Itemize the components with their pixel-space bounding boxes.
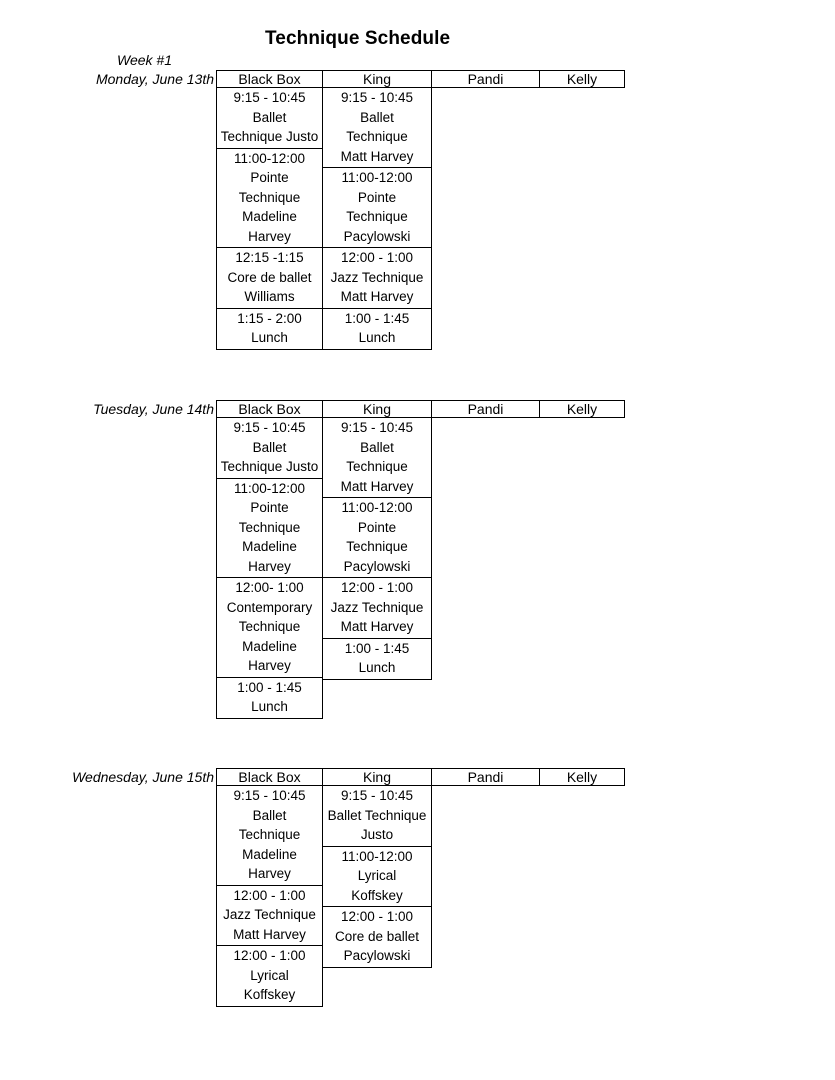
block-time: 9:15 - 10:45 xyxy=(340,788,414,803)
block-time: 12:00 - 1:00 xyxy=(340,250,414,265)
block-text: Ballet xyxy=(252,109,287,125)
page-title: Technique Schedule xyxy=(265,28,451,49)
schedule-block xyxy=(216,479,323,579)
block-text: Technique xyxy=(238,827,301,842)
block-text: Jazz Technique xyxy=(330,269,424,285)
block-text: Technique xyxy=(238,519,301,535)
block-time: 12:00 - 1:00 xyxy=(340,909,414,924)
schedule-block xyxy=(216,149,323,249)
block-text: Harvey xyxy=(248,866,291,881)
column-header-row xyxy=(216,400,625,418)
block-text: Technique Justo xyxy=(220,129,319,144)
block-text: Koffskey xyxy=(243,987,296,1002)
black-box-column xyxy=(216,418,323,719)
schedule-block xyxy=(322,907,432,968)
block-text: Pointe xyxy=(357,189,397,205)
schedule-block xyxy=(216,886,323,947)
schedule-block xyxy=(322,309,432,350)
schedule-block xyxy=(322,847,432,908)
block-text: Jazz Technique xyxy=(223,907,316,922)
block-time: 11:00-12:00 xyxy=(233,480,306,496)
header-black-box: Black Box xyxy=(217,401,323,417)
block-text: Ballet xyxy=(252,439,287,455)
schedule-block xyxy=(216,418,323,479)
block-text: Pointe xyxy=(250,500,289,515)
king-column xyxy=(322,88,432,350)
block-time: 12:00 - 1:00 xyxy=(340,580,414,595)
block-time: 11:00-12:00 xyxy=(233,150,306,166)
schedule-block xyxy=(216,88,323,149)
block-text: Lunch xyxy=(358,330,396,345)
block-text: Ballet xyxy=(252,807,287,823)
block-text: Lunch xyxy=(358,660,396,675)
header-king: King xyxy=(323,71,432,87)
schedule-block xyxy=(322,88,432,168)
block-text: Matt Harvey xyxy=(233,926,306,942)
header-black-box: Black Box xyxy=(217,71,323,87)
block-text: Matt Harvey xyxy=(340,619,414,634)
schedule-block xyxy=(322,168,432,248)
block-text: Core de ballet xyxy=(227,269,312,285)
block-time: 12:00- 1:00 xyxy=(235,580,304,595)
header-king: King xyxy=(323,769,432,785)
block-text: Madeline xyxy=(242,209,297,224)
header-black-box: Black Box xyxy=(217,769,323,785)
block-text: Justo xyxy=(360,827,394,842)
block-time: 1:00 - 1:45 xyxy=(344,640,410,656)
block-text: Lyrical xyxy=(250,967,289,983)
block-text: Technique xyxy=(238,189,301,205)
black-box-column xyxy=(216,88,323,350)
block-text: Pointe xyxy=(357,519,397,535)
schedule-block xyxy=(322,639,432,680)
block-text: Pacylowski xyxy=(343,228,411,244)
block-text: Madeline xyxy=(242,846,297,862)
block-text: Harvey xyxy=(248,658,291,673)
block-text: Williams xyxy=(244,289,295,304)
block-text: Lunch xyxy=(251,699,288,714)
block-text: Harvey xyxy=(248,558,291,574)
block-text: Technique xyxy=(346,459,408,474)
block-text: Contemporary xyxy=(226,599,313,615)
day-label: Tuesday, June 14th xyxy=(93,401,214,417)
block-text: Matt Harvey xyxy=(340,478,414,494)
schedule-block xyxy=(216,248,323,309)
block-time: 11:00-12:00 xyxy=(341,848,413,864)
week-label: Week #1 xyxy=(117,52,172,68)
block-text: Pacylowski xyxy=(343,558,411,574)
block-time: 12:15 -1:15 xyxy=(235,250,304,265)
day-label: Wednesday, June 15th xyxy=(72,769,214,785)
block-time: 9:15 - 10:45 xyxy=(340,420,414,435)
block-text: Lunch xyxy=(251,330,288,345)
king-column xyxy=(322,786,432,968)
block-text: Core de ballet xyxy=(334,928,420,944)
block-text: Harvey xyxy=(248,228,291,244)
block-text: Matt Harvey xyxy=(340,148,414,164)
day-label: Monday, June 13th xyxy=(95,71,214,87)
block-text: Madeline xyxy=(242,638,297,654)
schedule-block xyxy=(322,578,432,639)
block-time: 12:00 - 1:00 xyxy=(233,887,306,903)
block-text: Ballet xyxy=(360,109,394,125)
block-text: Lyrical xyxy=(357,868,397,883)
schedule-block xyxy=(322,418,432,498)
header-king: King xyxy=(323,401,432,417)
block-text: Ballet xyxy=(360,439,394,455)
schedule-block xyxy=(216,678,323,719)
block-time: 9:15 - 10:45 xyxy=(233,420,306,435)
block-text: Technique Justo xyxy=(220,459,319,474)
block-text: Jazz Technique xyxy=(330,599,424,615)
schedule-block xyxy=(216,946,323,1007)
block-time: 12:00 - 1:00 xyxy=(233,948,306,963)
block-text: Matt Harvey xyxy=(340,289,414,304)
block-time: 1:00 - 1:45 xyxy=(344,310,410,326)
block-text: Technique xyxy=(346,539,408,554)
black-box-column xyxy=(216,786,323,1007)
block-text: Ballet Technique xyxy=(327,807,427,823)
block-text: Pacylowski xyxy=(343,948,411,963)
schedule-block xyxy=(216,786,323,886)
column-header-row xyxy=(216,70,625,88)
block-text: Technique xyxy=(238,619,301,634)
block-time: 9:15 - 10:45 xyxy=(340,90,414,105)
block-time: 9:15 - 10:45 xyxy=(233,90,306,105)
block-time: 11:00-12:00 xyxy=(341,170,413,185)
block-text: Madeline xyxy=(242,539,297,554)
schedule-block xyxy=(216,578,323,678)
schedule-block xyxy=(216,309,323,350)
column-header-row xyxy=(216,768,625,786)
schedule-block xyxy=(322,786,432,847)
king-column xyxy=(322,418,432,680)
block-text: Pointe xyxy=(250,170,289,185)
block-time: 1:00 - 1:45 xyxy=(237,679,302,695)
header-kelly: Kelly xyxy=(566,71,598,87)
block-time: 11:00-12:00 xyxy=(341,500,413,515)
header-kelly: Kelly xyxy=(566,401,598,417)
header-pandi: Pandi xyxy=(432,401,540,417)
schedule-block xyxy=(322,498,432,578)
header-kelly: Kelly xyxy=(566,769,598,785)
block-time: 9:15 - 10:45 xyxy=(233,788,306,803)
block-text: Technique xyxy=(346,209,408,224)
block-time: 1:15 - 2:00 xyxy=(237,310,302,326)
header-pandi: Pandi xyxy=(432,769,540,785)
block-text: Technique xyxy=(346,129,408,144)
schedule-block xyxy=(322,248,432,309)
header-pandi: Pandi xyxy=(432,71,540,87)
block-text: Koffskey xyxy=(351,887,403,903)
